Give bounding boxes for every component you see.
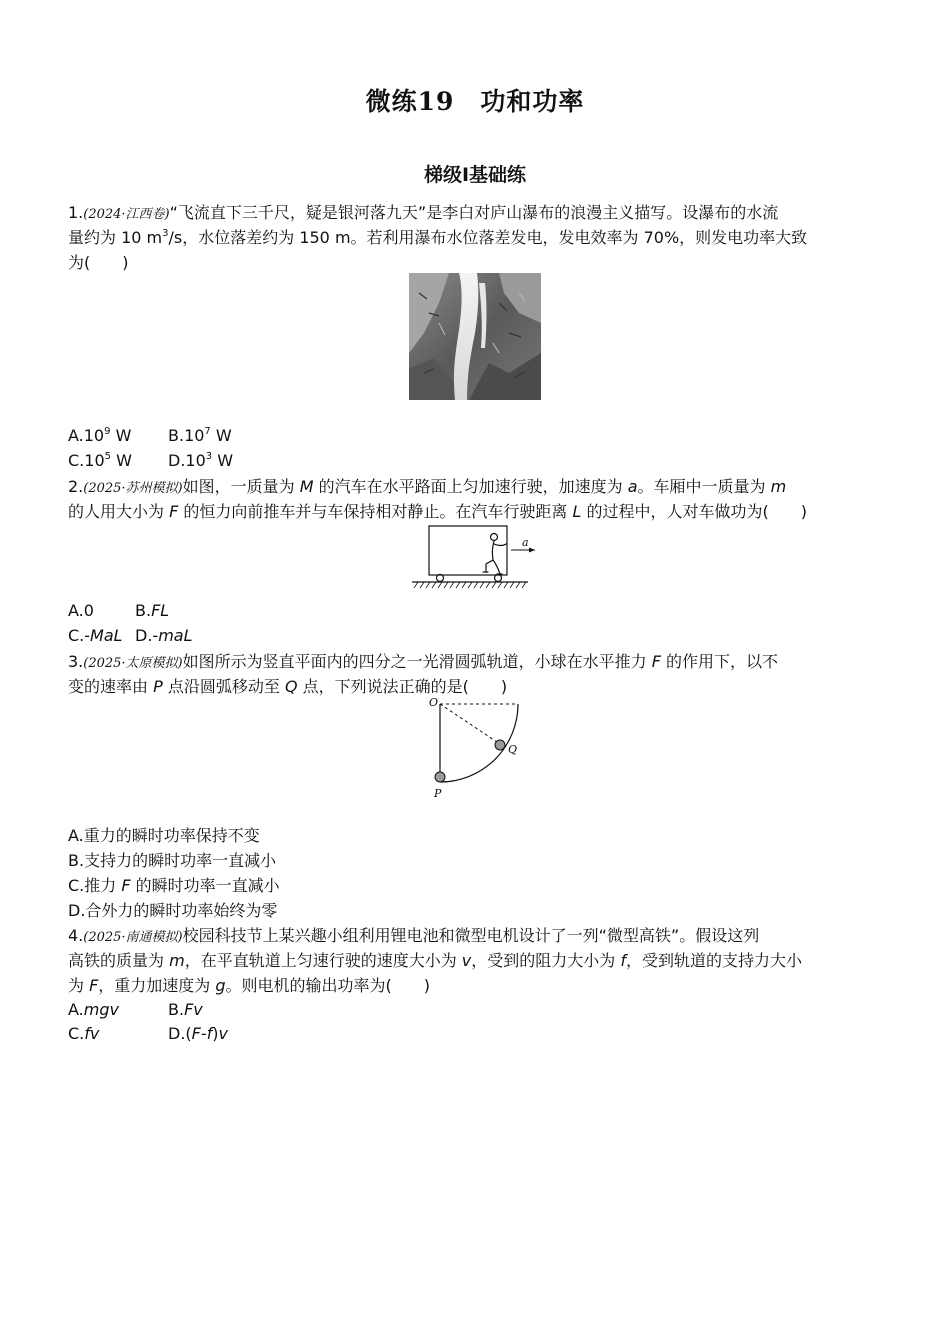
q1-option-c: $C.10^5$ W bbox=[68, 451, 132, 470]
ground-hatch bbox=[414, 582, 526, 588]
q2-option-a: A.0 bbox=[68, 601, 94, 620]
car-diagram bbox=[408, 522, 548, 590]
label-p: P bbox=[434, 787, 442, 800]
ball-q bbox=[495, 740, 505, 750]
person-figure bbox=[483, 534, 506, 575]
q4-line-2: 高铁的质量为 m，在平直轨道上匀速行驶的速度大小为 v，受到的阻力大小为 f，受到轨道的支持力大小 bbox=[68, 951, 802, 970]
q4-option-a: A.mgv bbox=[68, 1000, 119, 1019]
q1-options-row-2 bbox=[68, 448, 883, 473]
q1-option-d: $D.10^3$ W bbox=[168, 451, 234, 470]
q1-line-3: 为( ) bbox=[68, 253, 129, 272]
q2-option-d: D.-maL bbox=[135, 626, 193, 645]
q3-option-c: C.推力 F 的瞬时功率一直减小 bbox=[68, 876, 280, 895]
q4-source: (2025·南通模拟) bbox=[83, 930, 183, 945]
q2-line-1: 2.(2025·苏州模拟)如图，一质量为 M 的汽车在水平路面上匀加速行驶，加速度为 a。车厢中一质量为 m bbox=[68, 477, 787, 496]
arc-track bbox=[440, 704, 518, 782]
q3-option-d: D.合外力的瞬时功率始终为零 bbox=[68, 901, 278, 920]
q4-options-row-1 bbox=[68, 997, 883, 1022]
q3-option-b: B.支持力的瞬时功率一直减小 bbox=[68, 851, 277, 870]
section-subtitle: 梯级Ⅰ基础练 bbox=[423, 164, 527, 186]
q3-option-a: A.重力的瞬时功率保持不变 bbox=[68, 826, 260, 845]
q3-line-2: 变的速率由 P 点沿圆弧移动至 Q 点，下列说法正确的是( ) bbox=[68, 677, 508, 696]
q1-options-row-1 bbox=[68, 423, 883, 448]
q4-options-row-2 bbox=[68, 1021, 883, 1046]
q3-source: (2025·太原模拟) bbox=[83, 656, 183, 671]
q4-option-b: B.Fv bbox=[168, 1000, 203, 1019]
acceleration-label: a bbox=[522, 536, 529, 549]
acceleration-arrowhead bbox=[529, 548, 535, 553]
q1-option-a: $A.10^9$ W bbox=[68, 426, 132, 445]
waterfall-image bbox=[409, 273, 541, 400]
q2-source: (2025·苏州模拟) bbox=[83, 481, 183, 496]
q1-line-2: 量约为 10 $m^3/s$，水位落差约为 150 m。若利用瀑布水位落差发电，发电效率为 70%，则发电功率大致 bbox=[68, 228, 808, 247]
label-o: O bbox=[429, 696, 439, 709]
q2-options-row-2 bbox=[68, 623, 883, 648]
q4-option-c: C.fv bbox=[68, 1024, 100, 1043]
q1-source: (2024·江西卷) bbox=[83, 207, 170, 222]
q2-options-row-1 bbox=[68, 598, 883, 623]
q4-line-3: 为 F，重力加速度为 g。则电机的输出功率为( ) bbox=[68, 976, 431, 995]
page-title: 微练19 功和功率 bbox=[365, 87, 585, 116]
radius-to-q-dashed bbox=[440, 704, 500, 744]
q2-option-c: C.-MaL bbox=[68, 626, 123, 645]
q2-option-b: B.FL bbox=[135, 601, 170, 620]
q1-option-b: $B.10^7$ W bbox=[168, 426, 232, 445]
q4-line-1: 4.(2025·南通模拟)校园科技节上某兴趣小组利用锂电池和微型电机设计了一列“微型高铁”。假设这列 bbox=[68, 926, 760, 945]
q2-line-2: 的人用大小为 F 的恒力向前推车并与车保持相对静止。在汽车行驶距离 L 的过程中，人对车做功为( ) bbox=[68, 502, 807, 521]
q3-line-1: 3.(2025·太原模拟)如图所示为竖直平面内的四分之一光滑圆弧轨道，小球在水平推力 F 的作用下，以不 bbox=[68, 652, 779, 671]
ball-p bbox=[435, 772, 445, 782]
q1-line-1: 1.(2024·江西卷)“飞流直下三千尺，疑是银河落九天”是李白对庐山瀑布的浪漫主义描写。设瀑布的水流 bbox=[68, 203, 779, 222]
arc-track-diagram bbox=[422, 694, 532, 804]
label-q: Q bbox=[508, 743, 518, 756]
q4-option-d: D.(F-f)v bbox=[168, 1024, 228, 1043]
